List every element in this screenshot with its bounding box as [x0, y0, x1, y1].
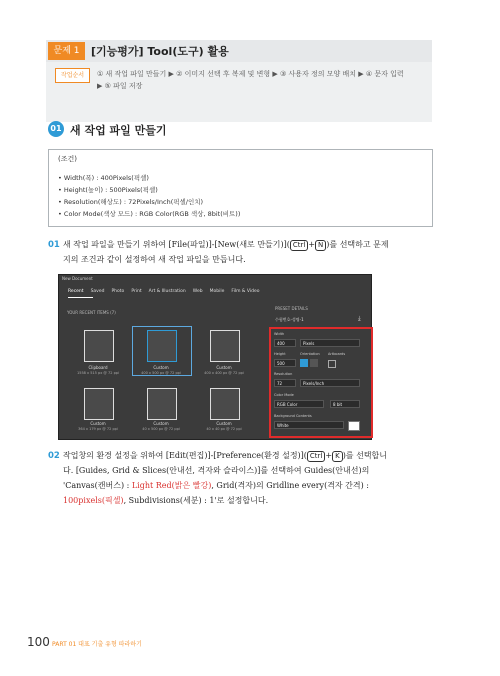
condition-height: • Height(높이) : 500Pixels(픽셀) — [58, 186, 158, 194]
preset-name: Clipboard — [88, 365, 108, 370]
page-number: 100 — [27, 635, 50, 649]
color-mode-select[interactable]: RGB Color — [274, 400, 324, 408]
step-1-line-1 — [63, 237, 433, 252]
work-order-tag: 작업순서 — [55, 68, 90, 83]
document-icon[interactable] — [147, 388, 177, 420]
plus-sign: + — [325, 451, 333, 460]
tab-art-illustration[interactable]: Art & Illustration — [148, 289, 186, 294]
step-2-line-4-b: , Subdivisions(세분) : 1'로 설정합니다. — [123, 496, 269, 505]
ctrl-key: Ctrl — [307, 451, 325, 462]
step-2-line-3-b: , Grid(격자)의 Gridline every(격자 간격) : — [211, 481, 370, 490]
preset-name: Custom — [90, 421, 106, 426]
resolution-unit-select[interactable]: Pixels/Inch — [300, 379, 360, 387]
condition-resolution: • Resolution(해상도) : 72Pixels/Inch(픽셀/인치) — [58, 198, 204, 206]
tab-film-video[interactable]: Film & Video — [231, 289, 260, 294]
plus-sign: + — [308, 240, 316, 249]
light-red-highlight: Light Red(밝은 빨강) — [131, 481, 212, 490]
footer-text: PART 01 대표 기출 유형 따라하기 — [52, 641, 142, 648]
landscape-orientation-icon[interactable] — [310, 359, 318, 367]
artboards-checkbox[interactable] — [328, 360, 336, 368]
problem-title: [기능평가] Tool(도구) 활용 — [91, 45, 229, 58]
conditions-heading: (조건) — [58, 155, 77, 163]
document-icon[interactable] — [210, 330, 240, 362]
step-2-line-3-a: 'Canvas(캔버스) : — [63, 481, 132, 490]
document-icon[interactable] — [147, 330, 177, 362]
preset-name: Custom — [216, 365, 232, 370]
active-tab-indicator — [68, 297, 93, 298]
preset-name: Custom — [153, 421, 169, 426]
step-2-line-1 — [63, 448, 435, 463]
step-1-line-2: 지의 조건과 같이 설정하여 새 작업 파일을 만듭니다. — [63, 255, 246, 264]
section-title: 새 작업 파일 만들기 — [70, 124, 167, 137]
preset-name: Custom — [153, 365, 169, 370]
tab-recent[interactable]: Recent — [68, 289, 84, 294]
tab-web[interactable]: Web — [192, 289, 203, 294]
step-1-number: 01 — [48, 240, 60, 250]
k-key: K — [332, 451, 343, 462]
preset-name-field[interactable]: 수험번호-성명-1 — [275, 317, 304, 322]
document-icon[interactable] — [84, 388, 114, 420]
orientation-label: Orientation — [300, 352, 320, 356]
step-1-text — [63, 237, 433, 267]
dialog-tabs — [68, 289, 259, 294]
step-1-text-b: )를 선택하고 문제 — [326, 240, 389, 249]
tab-saved[interactable]: Saved — [90, 289, 105, 294]
save-preset-icon[interactable]: ⤓ — [358, 315, 361, 322]
preset-size: 400 x 400 px @ 72 ppi — [204, 371, 244, 375]
width-label: Width — [274, 332, 285, 336]
ctrl-key: Ctrl — [290, 240, 308, 251]
work-order-line-1: ① 새 작업 파일 만들기 ▶ ② 이미지 선택 후 복제 및 변형 ▶ ③ 사용자 정의 모양 배치 ▶ ④ 문자 입력 — [97, 70, 404, 78]
preset-size: 400 x 500 px @ 72 ppi — [141, 371, 181, 375]
tab-photo[interactable]: Photo — [111, 289, 125, 294]
preset-size: 1558 x 515 px @ 72 ppi — [77, 371, 119, 375]
section-number: 01 — [48, 121, 64, 137]
portrait-orientation-icon[interactable] — [300, 359, 308, 367]
n-key: N — [315, 240, 326, 251]
bit-depth-select[interactable]: 8 bit — [330, 400, 360, 408]
work-order-steps — [97, 68, 427, 92]
dialog-title: New Document — [62, 276, 93, 281]
step-2-line-4 — [63, 493, 435, 508]
step-2-line-1-b: )를 선택합니 — [342, 451, 387, 460]
document-icon[interactable] — [84, 330, 114, 362]
height-field[interactable]: 500 — [274, 359, 296, 367]
step-1-text-a: 새 작업 파일을 만들기 위하여 [File(파일)]-[New(새로 만들기)]( — [63, 240, 290, 249]
resolution-field[interactable]: 72 — [274, 379, 296, 387]
preset-details-label: PRESET DETAILS — [275, 306, 308, 311]
step-2-line-2: 다. [Guides, Grid & Slices(안내선, 격자와 슬라이스)]를 선택하여 Guides(안내선)의 — [63, 466, 370, 475]
work-order-line-2: ▶ ⑤ 파일 저장 — [97, 82, 143, 90]
pixels-highlight: 100pixels(픽셀) — [63, 496, 124, 505]
color-mode-label: Color Mode — [274, 393, 294, 397]
step-2-line-3 — [63, 478, 435, 493]
preset-size: 40 x 40 px @ 72 ppi — [206, 427, 242, 431]
tab-print[interactable]: Print — [131, 289, 142, 294]
step-2-text — [63, 448, 435, 508]
condition-width: • Width(폭) : 400Pixels(픽셀) — [58, 174, 149, 182]
background-contents-label: Background Contents — [274, 414, 312, 418]
recent-items-label: YOUR RECENT ITEMS (7) — [67, 310, 116, 315]
problem-tag: 문제 1 — [48, 42, 85, 60]
resolution-label: Resolution — [274, 372, 293, 376]
tab-mobile[interactable]: Mobile — [209, 289, 225, 294]
step-2-line-1-a: 작업창의 환경 설정을 위하여 [Edit(편집)]-[Preference(환경 설정)]( — [63, 451, 307, 460]
preset-size: 364 x 179 px @ 72 ppi — [78, 427, 118, 431]
step-2-number: 02 — [48, 451, 60, 461]
background-color-swatch[interactable] — [348, 421, 360, 431]
condition-color-mode: • Color Mode(색상 모드) : RGB Color(RGB 색상, 8bit(비트)) — [58, 210, 241, 218]
width-unit-select[interactable]: Pixels — [300, 339, 360, 347]
width-field[interactable]: 400 — [274, 339, 296, 347]
artboards-label: Artboards — [328, 352, 346, 356]
document-icon[interactable] — [210, 388, 240, 420]
preset-size: 40 x 500 px @ 72 ppi — [142, 427, 180, 431]
background-contents-select[interactable]: White — [274, 421, 344, 429]
preset-name: Custom — [216, 421, 232, 426]
height-label: Height — [274, 352, 286, 356]
